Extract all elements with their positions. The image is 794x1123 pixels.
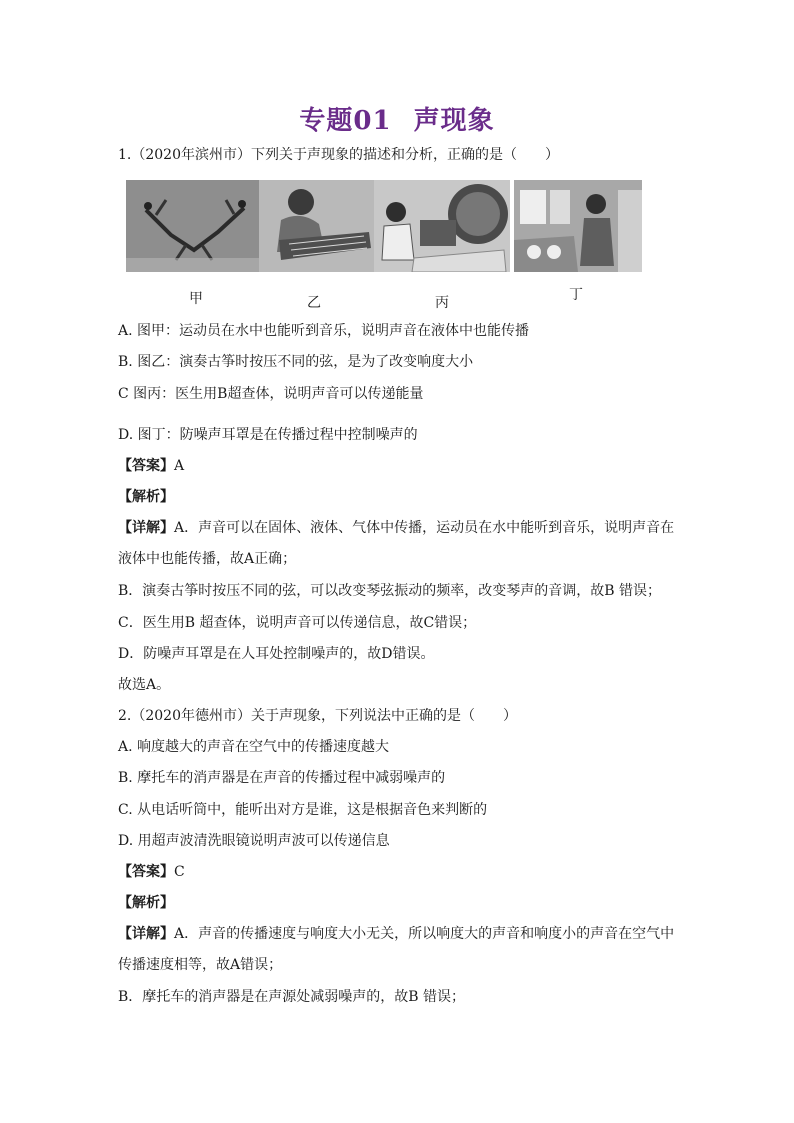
q2-stem: 2.（2020年德州市）关于声现象，下列说法中正确的是（ ） (118, 708, 517, 724)
q1-option-b: B. 图乙：演奏古筝时按压不同的弦，是为了改变响度大小 (118, 354, 474, 370)
figure-label-ding: 丁 (569, 287, 583, 303)
q2-option-c: C. 从电话听筒中，能听出对方是谁，这是根据音色来判断的 (118, 802, 488, 818)
q1-analysis-tag: 【解析】 (118, 489, 174, 505)
page-title (0, 100, 794, 137)
q2-option-b: B. 摩托车的消声器是在声音的传播过程中减弱噪声的 (118, 770, 446, 786)
figure-label-bing: 丙 (435, 295, 449, 311)
title-main: 专题01 (299, 106, 392, 136)
q1-detail-line-4: C．医生用B 超查体，说明声音可以传递信息，故C错误； (118, 615, 477, 631)
q1-option-d: D. 图丁：防噪声耳罩是在传播过程中控制噪声的 (118, 427, 418, 443)
q1-stem: 1.（2020年滨州市）下列关于声现象的描述和分析，正确的是（ ） (118, 147, 559, 163)
q1-answer (118, 457, 688, 475)
q2-option-d: D. 用超声波清洗眼镜说明声波可以传递信息 (118, 833, 390, 849)
q1-answer-value: A (174, 458, 185, 474)
q1-detail-line-3: B．演奏古筝时按压不同的弦，可以改变琴弦振动的频率，改变琴声的音调，故B 错误； (118, 583, 662, 599)
q2-detail-line-3: B．摩托车的消声器是在声源处减弱噪声的，故B 错误； (118, 989, 466, 1005)
q1-detail-line-5: D．防噪声耳罩是在人耳处控制噪声的，故D错误。 (118, 646, 435, 662)
q1-option-a: A. 图甲：运动员在水中也能听到音乐，说明声音在液体中也能传播 (118, 323, 530, 339)
q2-option-a: A. 响度越大的声音在空气中的传播速度越大 (118, 739, 390, 755)
q1-detail-line-1: 【详解】A．声音可以在固体、液体、气体中传播，运动员在水中能听到音乐，说明声音在 (118, 520, 675, 536)
q2-answer-tag: 【答案】 (118, 864, 174, 880)
q1-detail-line-2: 液体中也能传播，故A正确； (118, 551, 297, 567)
q2-detail-line-1: 【详解】A．声音的传播速度与响度大小无关，所以响度大的声音和响度小的声音在空气中 (118, 926, 675, 942)
q2-detail-line-2: 传播速度相等，故A错误； (118, 957, 283, 973)
q2-answer-value: C (174, 864, 185, 880)
figure-ding-image (514, 180, 642, 272)
q1-answer-tag: 【答案】 (118, 458, 174, 474)
figure-jia-image (126, 180, 262, 272)
q1-detail-tag: 【详解】 (118, 520, 174, 536)
q1-option-c: C 图丙：医生用B超查体，说明声音可以传递能量 (118, 386, 424, 402)
figure-label-yi: 乙 (307, 295, 321, 311)
figure-label-jia: 甲 (189, 291, 203, 307)
q2-answer (118, 863, 688, 881)
title-sub: 声现象 (413, 106, 495, 136)
figure-yi-image (259, 180, 374, 272)
q1-detail-line-6: 故选A。 (118, 677, 171, 693)
figure-bing-image (374, 180, 510, 272)
q2-analysis-tag: 【解析】 (118, 895, 174, 911)
q1-figures (126, 180, 646, 310)
q2-detail-tag: 【详解】 (118, 926, 174, 942)
